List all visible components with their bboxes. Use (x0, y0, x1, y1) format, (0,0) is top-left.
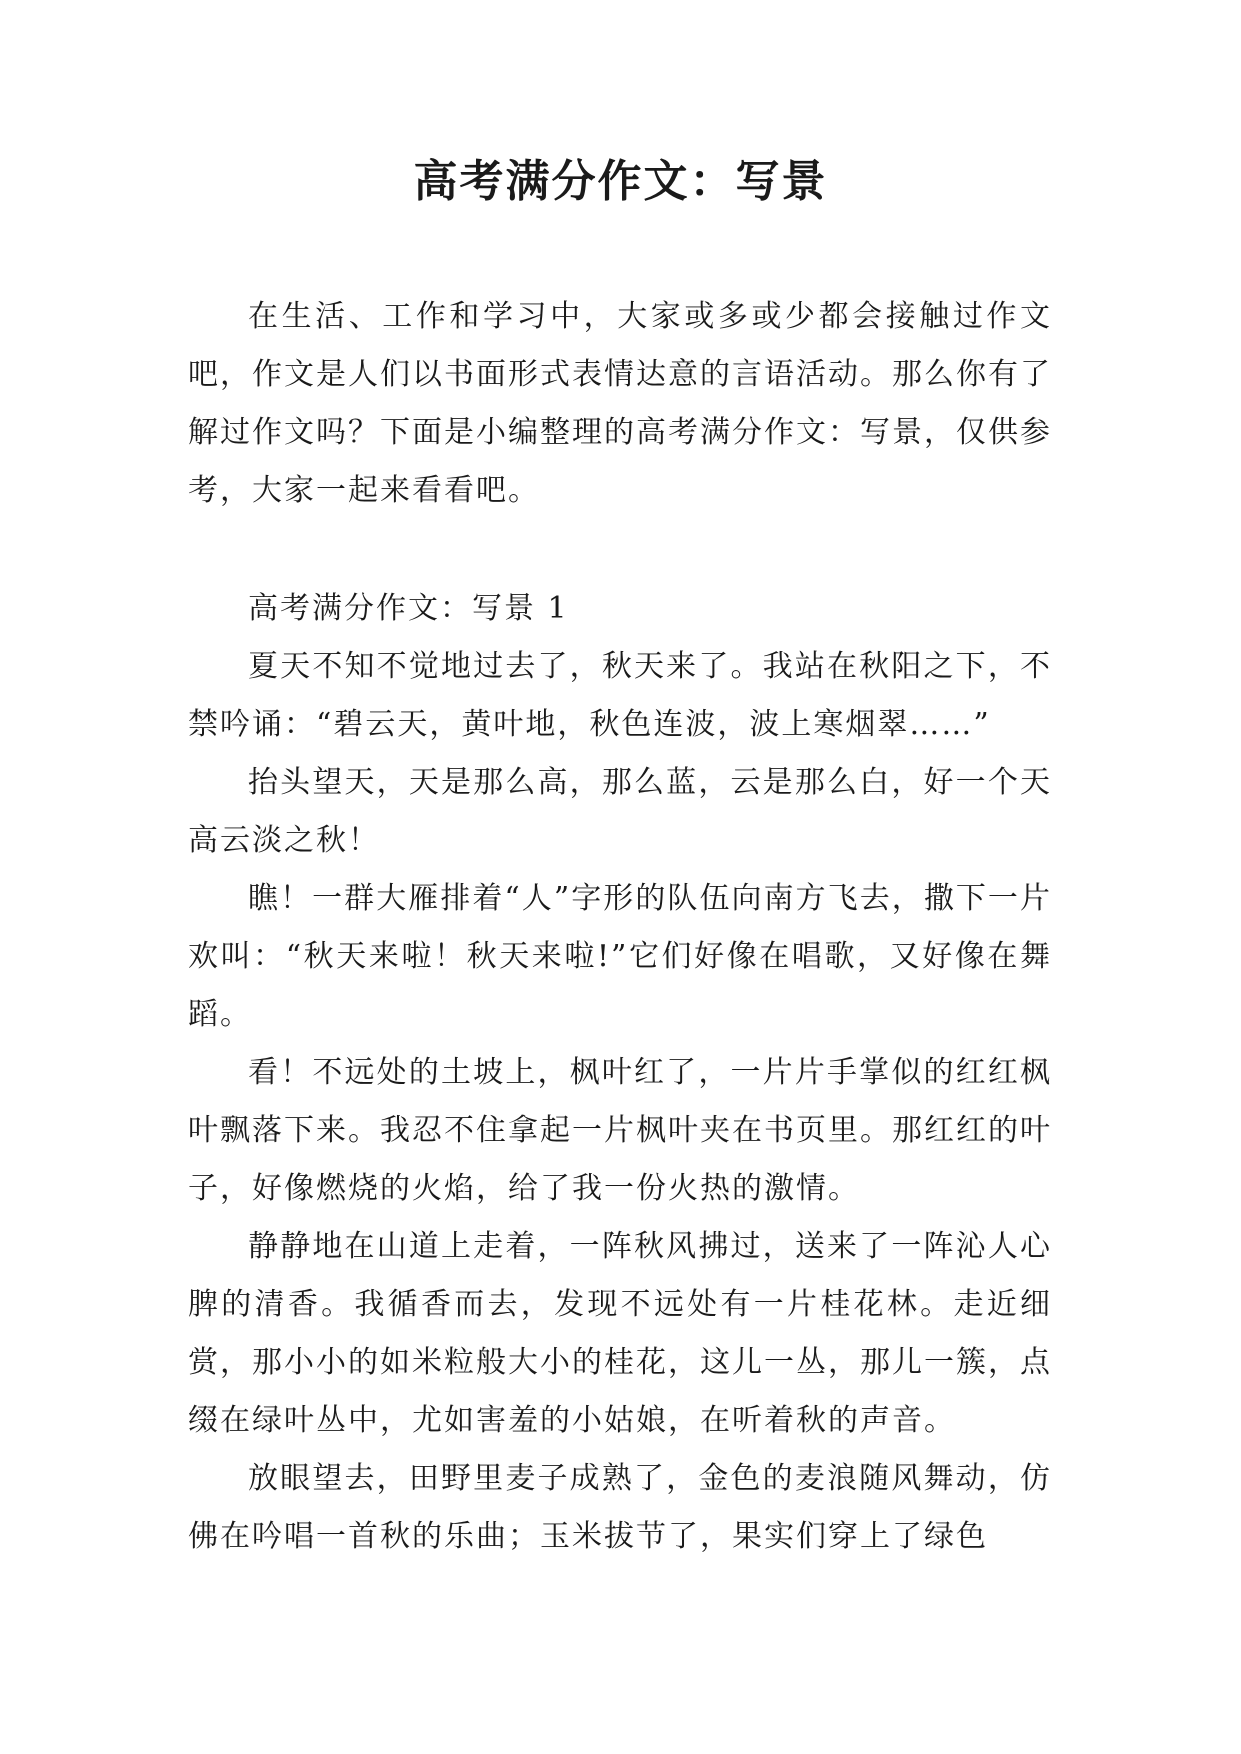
essay-paragraph: 静静地在山道上走着，一阵秋风拂过，送来了一阵沁人心脾的清香。我循香而去，发现不远处有一片桂花林。走近细赏，那小小的如米粒般大小的桂花，这儿一丛，那儿一簇，点缀在绿叶丛中，尤如害羞的小姑娘，在听着秋的声音。 (188, 1229, 1052, 1438)
intro-paragraph: 在生活、工作和学习中，大家或多或少都会接触过作文吧，作文是人们以书面形式表情达意的言语活动。那么你有了解过作文吗？下面是小编整理的高考满分作文：写景，仅供参考，大家一起来看看吧。 (188, 299, 1052, 508)
essay-paragraph: 看！不远处的土坡上，枫叶红了，一片片手掌似的红红枫叶飘落下来。我忍不住拿起一片枫叶夹在书页里。那红红的叶子，好像燃烧的火焰，给了我一份火热的激情。 (188, 1055, 1052, 1206)
essay-paragraph: 夏天不知不觉地过去了，秋天来了。我站在秋阳之下，不禁吟诵：“碧云天，黄叶地，秋色连波，波上寒烟翠……” (188, 649, 1052, 742)
document-title: 高考满分作文：写景 (413, 156, 828, 207)
essay-paragraph: 瞧！一群大雁排着“人”字形的队伍向南方飞去，撒下一片欢叫：“秋天来啦！秋天来啦!”它们好像在唱歌，又好像在舞蹈。 (188, 881, 1052, 1032)
section-heading: 高考满分作文：写景 1 (248, 591, 569, 626)
essay-paragraph: 放眼望去，田野里麦子成熟了，金色的麦浪随风舞动，仿佛在吟唱一首秋的乐曲；玉米拔节了，果实们穿上了绿色 (188, 1461, 1052, 1554)
document-body (188, 288, 1052, 1566)
section-spacer (188, 520, 1052, 580)
essay-paragraph: 抬头望天，天是那么高，那么蓝，云是那么白，好一个天高云淡之秋！ (188, 765, 1052, 858)
